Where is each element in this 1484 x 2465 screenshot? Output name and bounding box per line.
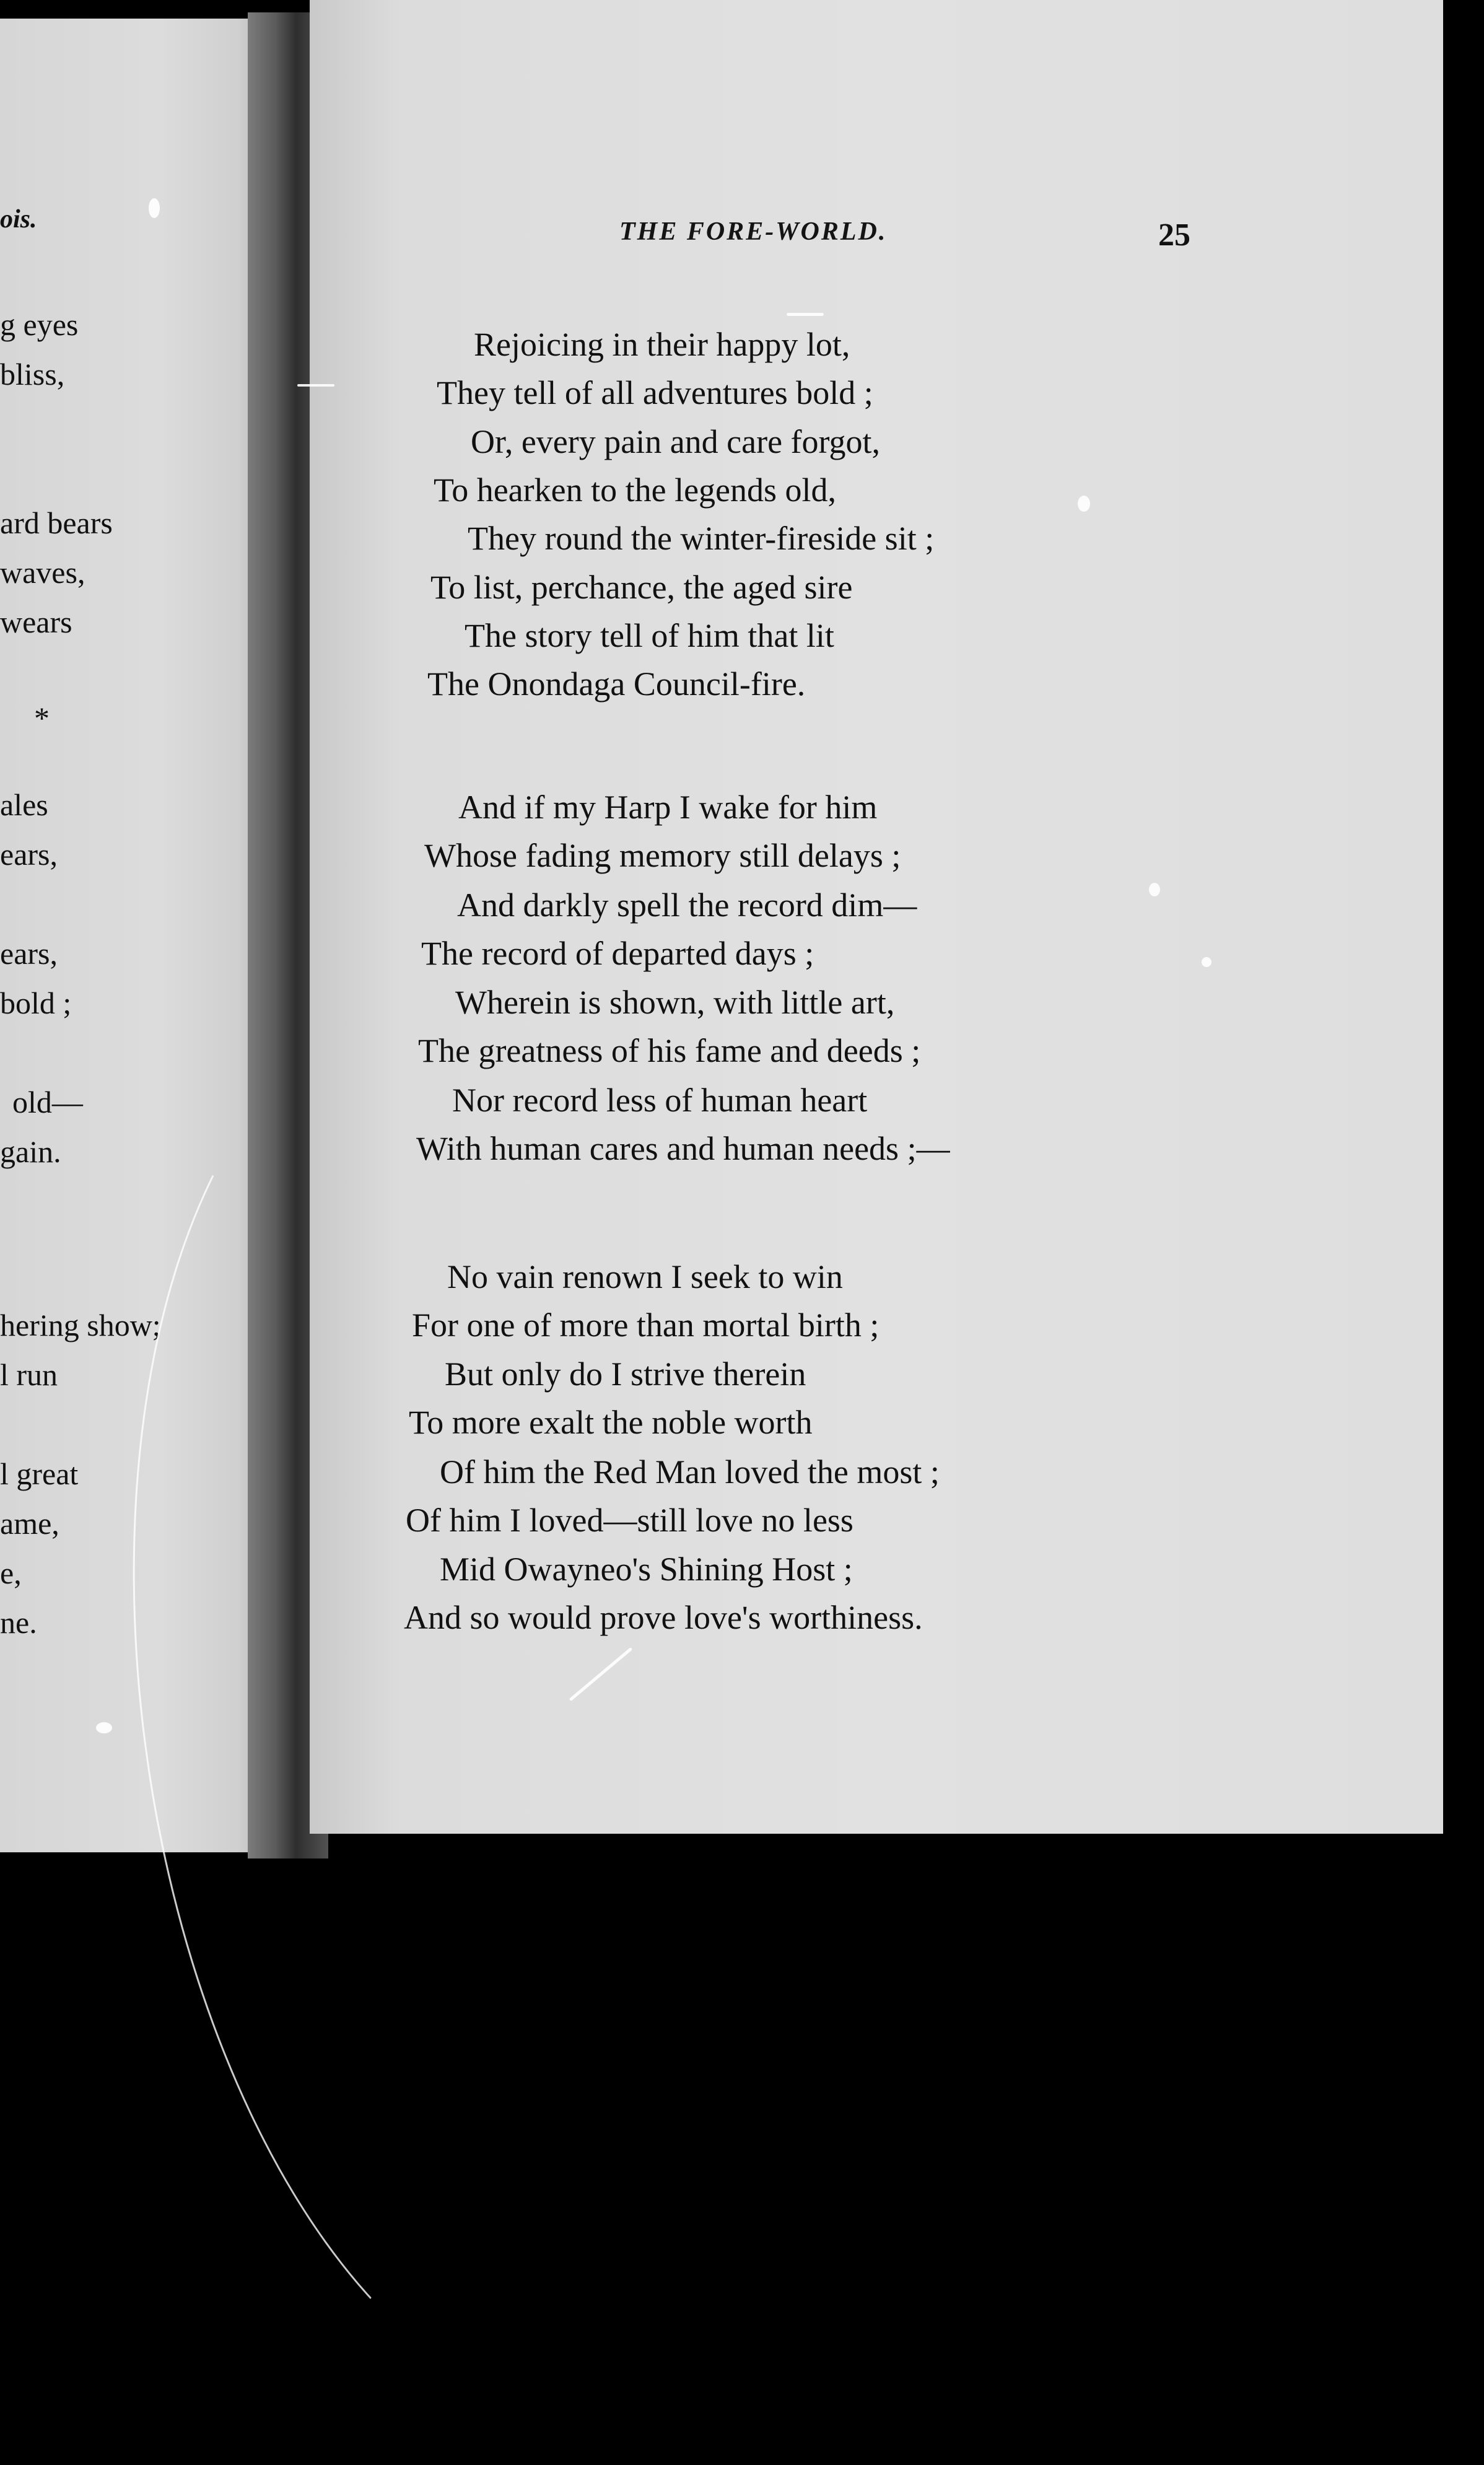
poem-line: Or, every pain and care forgot, bbox=[471, 423, 881, 460]
poem-line: Of him I loved—still love no less bbox=[406, 1502, 853, 1539]
dust-speck bbox=[1078, 496, 1090, 512]
poem-line: To list, perchance, the aged sire bbox=[430, 569, 853, 606]
left-line-fragment: ears, bbox=[0, 837, 58, 872]
poem-line: Whose fading memory still delays ; bbox=[424, 837, 901, 874]
poem-line: Rejoicing in their happy lot, bbox=[474, 326, 850, 363]
poem-line: To hearken to the legends old, bbox=[434, 471, 837, 509]
left-line-fragment: gain. bbox=[0, 1134, 61, 1169]
dust-speck bbox=[96, 1722, 112, 1733]
poem-line: But only do I strive therein bbox=[445, 1355, 806, 1393]
left-line-fragment: bliss, bbox=[0, 357, 65, 392]
poem-line: The greatness of his fame and deeds ; bbox=[418, 1032, 921, 1069]
left-line-fragment: ne. bbox=[0, 1605, 37, 1640]
dust-speck bbox=[1202, 957, 1211, 967]
left-line-fragment: ears, bbox=[0, 936, 58, 971]
poem-line: The Onondaga Council-fire. bbox=[427, 665, 806, 703]
dust-speck bbox=[787, 313, 824, 316]
running-head: THE FORE-WORLD. bbox=[619, 217, 888, 246]
poem-line: No vain renown I seek to win bbox=[447, 1258, 843, 1295]
left-line-fragment: l run bbox=[0, 1357, 58, 1392]
poem-line: They round the winter-fireside sit ; bbox=[468, 520, 935, 557]
left-line-fragment: bold ; bbox=[0, 986, 72, 1020]
poem-line: They tell of all adventures bold ; bbox=[437, 374, 873, 411]
dust-speck bbox=[1149, 883, 1160, 896]
left-line-fragment: hering show; bbox=[0, 1308, 161, 1342]
left-line-fragment: wears bbox=[0, 605, 72, 639]
left-line-fragment: ales bbox=[0, 787, 48, 822]
left-line-fragment: waves, bbox=[0, 555, 85, 590]
left-line-fragment: ard bears bbox=[0, 506, 113, 540]
poem-line: Of him the Red Man loved the most ; bbox=[440, 1453, 940, 1491]
dust-speck bbox=[297, 384, 334, 387]
page-number: 25 bbox=[1158, 217, 1190, 253]
left-running-head-fragment: ois. bbox=[0, 205, 37, 234]
left-asterisk: * bbox=[34, 701, 50, 735]
poem-line: Wherein is shown, with little art, bbox=[455, 984, 895, 1021]
poem-line: The story tell of him that lit bbox=[465, 617, 834, 654]
poem-line: For one of more than mortal birth ; bbox=[412, 1307, 879, 1344]
poem-line: Nor record less of human heart bbox=[452, 1082, 868, 1119]
poem-line: And darkly spell the record dim— bbox=[457, 887, 917, 924]
poem-line: To more exalt the noble worth bbox=[409, 1404, 813, 1441]
poem-line: And if my Harp I wake for him bbox=[458, 789, 878, 826]
poem-line: The record of departed days ; bbox=[421, 935, 814, 972]
left-line-fragment: old— bbox=[12, 1085, 83, 1119]
left-line-fragment: g eyes bbox=[0, 307, 79, 342]
poem-line: And so would prove love's worthiness. bbox=[404, 1599, 923, 1636]
poem-line: Mid Owayneo's Shining Host ; bbox=[440, 1551, 853, 1588]
dust-speck bbox=[149, 198, 160, 218]
poem-line: With human cares and human needs ;— bbox=[416, 1130, 950, 1167]
left-line-fragment: e, bbox=[0, 1556, 22, 1590]
left-line-fragment: ame, bbox=[0, 1506, 59, 1541]
left-line-fragment: l great bbox=[0, 1456, 79, 1491]
